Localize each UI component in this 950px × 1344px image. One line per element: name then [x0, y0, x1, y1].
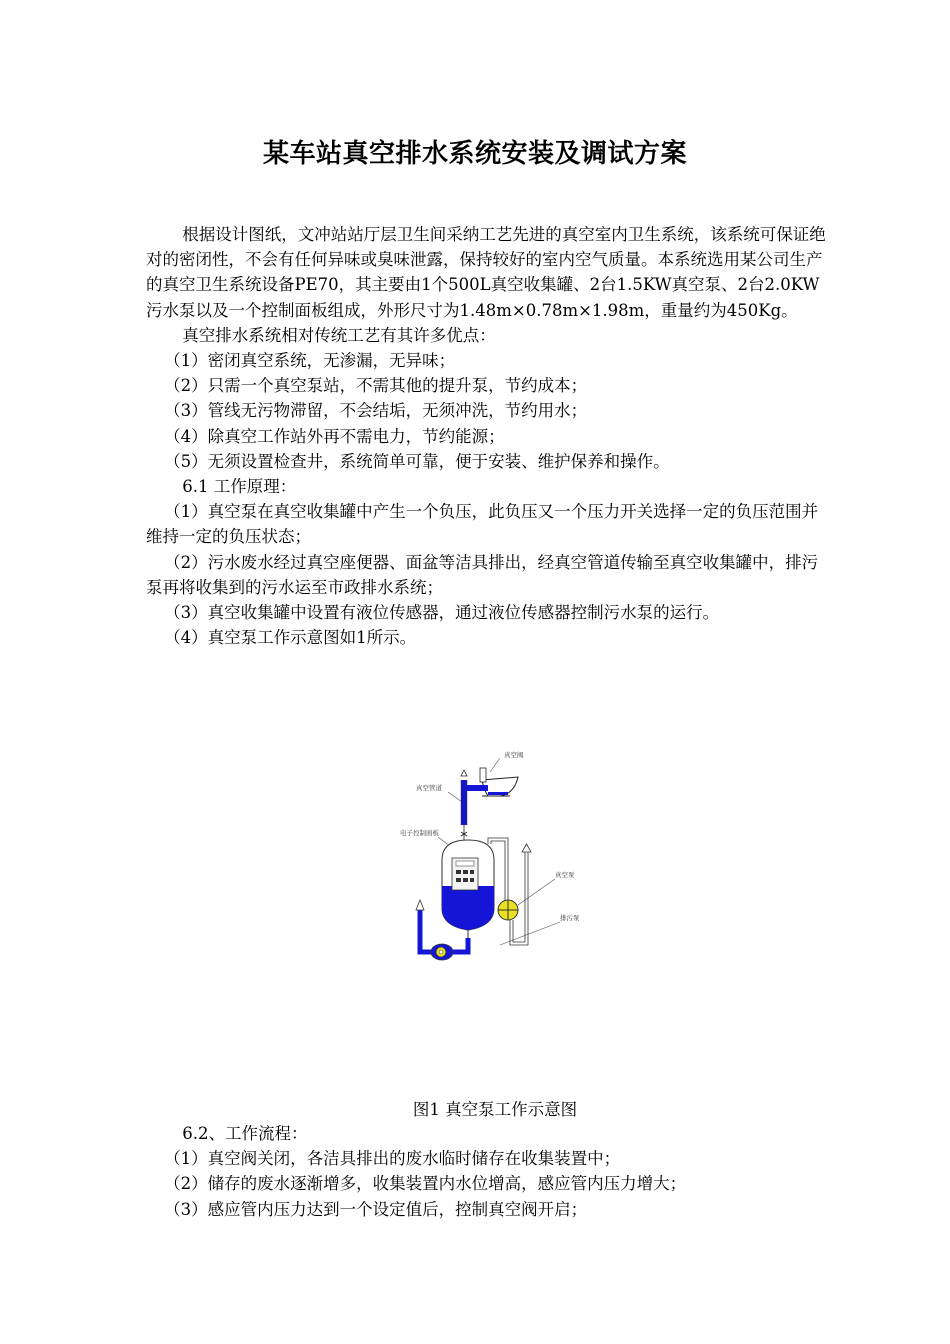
label-vacuum-pump: 真空泵: [555, 871, 575, 879]
workflow-heading: 6.2、工作流程：: [182, 1124, 308, 1143]
principle-item: （1）真空泵在真空收集罐中产生一个负压，此负压又一个压力开关选择一定的负压范围并维持一定的负压状态；: [146, 502, 819, 547]
figure-caption: 图1 真空泵工作示意图: [412, 1100, 578, 1119]
advantage-item: （5）无须设置检查井，系统简单可靠，便于安装、维护保养和操作。: [164, 451, 670, 471]
sewage-pump-icon: [431, 944, 453, 960]
principle-item: （4）真空泵工作示意图如1所示。: [164, 628, 417, 648]
intro-paragraph: 根据设计图纸，文冲站站厅层卫生间采纳工艺先进的真空室内卫生系统，该系统可保证绝对的密闭性，不会有任何异味或臭味泄露，保持较好的室内空气质量。本系统选用某公司生产的真空卫生系统设备PE70，其主要由1个500L真空收集罐、2台1.5KW真空泵、2台2.0KW污水泵以及一个控制面板组成，外形尺寸为1.48m×0.78m×1.98m，重量约为450Kg。: [146, 225, 826, 320]
intro-section: [146, 222, 826, 650]
principle-item: （3）真空收集罐中设置有液位传感器，通过液位传感器控制污水泵的运行。: [164, 603, 720, 623]
workflow-item: （2）储存的废水逐渐增多，收集装置内水位增高，感应管内压力增大；: [164, 1174, 687, 1194]
workflow-section: [146, 1121, 836, 1222]
workflow-item: （1）真空阀关闭，各洁具排出的废水临时储存在收集装置中；: [164, 1149, 621, 1169]
collection-tank: [442, 840, 494, 940]
document-title: 某车站真空排水系统安装及调试方案: [262, 139, 687, 169]
label-sewage-pump: 排污泵: [560, 914, 580, 922]
label-vacuum-pipe: 真空管道: [416, 784, 442, 792]
label-vacuum-valve: 真空阀: [504, 751, 524, 759]
label-control-panel: 电子控制面板: [400, 829, 439, 837]
advantage-item: （3）管线无污物滞留，不会结垢，无须冲洗，节约用水；: [164, 401, 588, 421]
advantage-item: （4）除真空工作站外再不需电力，节约能源；: [164, 426, 505, 446]
advantages-intro: 真空排水系统相对传统工艺有其许多优点：: [182, 325, 496, 345]
principle-item: （2）污水废水经过真空座便器、面盆等洁具排出，经真空管道传输至真空收集罐中，排污泵再将收集到的污水运至市政排水系统；: [146, 552, 819, 597]
advantage-item: （1）密闭真空系统，无渗漏，无异味；: [164, 351, 456, 371]
advantage-item: （2）只需一个真空泵站，不需其他的提升泵，节约成本；: [164, 376, 588, 396]
vacuum-pump-diagram: [400, 740, 600, 980]
vacuum-pump-icon: [498, 900, 518, 920]
toilet-icon: [480, 768, 518, 796]
workflow-item: （3）感应管内压力达到一个设定值后，控制真空阀开启；: [164, 1199, 588, 1219]
principle-heading: 6.1 工作原理：: [182, 477, 297, 497]
